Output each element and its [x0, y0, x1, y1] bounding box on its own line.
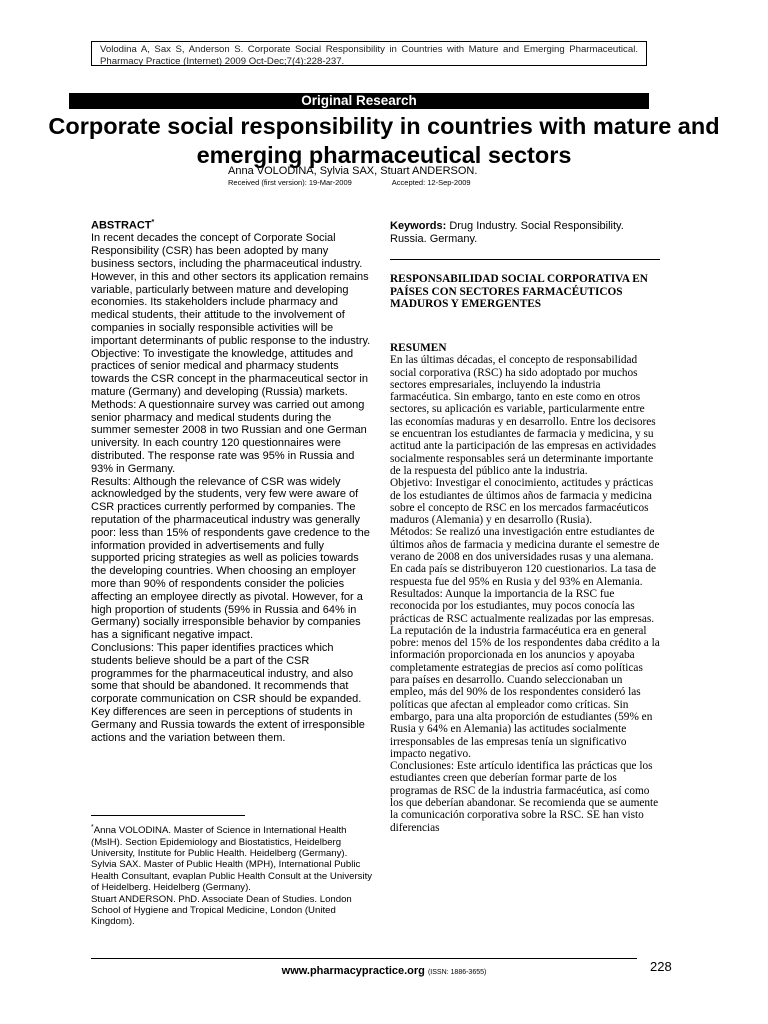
keywords-text: Drug Industry. Social Responsibility. Russia. Germany.: [390, 220, 624, 245]
footnote-author-1: *Anna VOLODINA. Master of Science in International Health (MsIH). Section Epidemiology and Biostatistics, Heidelberg University, Institute for Public Health. Heidelberg (Germany).: [91, 824, 348, 859]
footnote-divider: [91, 815, 245, 816]
citation-box: Volodina A, Sax S, Anderson S. Corporate Social Responsibility in Countries with Mature and Emerging Pharmaceutical. Pharmacy Practice (Internet) 2009 Oct-Dec;7(4):228-237.: [91, 41, 647, 66]
keywords: [390, 220, 660, 246]
keywords-block: [390, 220, 660, 246]
authors: Anna VOLODINA, Sylvia SAX, Stuart ANDERSON.: [228, 165, 478, 177]
page-number: 228: [650, 959, 672, 974]
abstract-results: Results: Although the relevance of CSR was widely acknowledged by the students, very few were aware of CSR practices currently performed by companies. The reputation of the pharmaceutical industry was generally poor: less than 15% of respondents gave credence to the information provided in advertisements and fully supported pricing strategies as well as policies towards the developing countries. When choosing an employer more than 90% of respondents consider the policies affecting an employee directly as pivotal. However, for a high proportion of students (59% in Russia and 64% in Germany) socially irresponsible behavior by companies has a significant negative impact.: [91, 475, 370, 642]
abstract-conclusions: Conclusions: This paper identifies practices which students believe should be a part of the CSR programmes for the pharmaceutical industry, and also some that should be abandoned. It recommends that corporate communication on CSR should be expanded. Key differences are seen in perceptions of students in Germany and Russia towards the extent of irresponsible actions and the variation between them.: [91, 641, 365, 744]
abstract-heading: ABSTRACT*: [91, 219, 155, 232]
keywords-divider: [390, 259, 660, 260]
accepted-date: Accepted: 12-Sep-2009: [391, 178, 471, 187]
resumen-results: Resultados: Aunque la importancia de la RSC fue reconocida por los estudiantes, muy pocos conocía las prácticas de RSC actualmente realizadas por las empresas. La reputación de la industria farmacéutica era en general pobre: menos del 15% de los respondentes daba crédito a la información proporcionada en los anuncios y apoyaba completamente estrategias de precios así como políticas para países en desarrollo. Cuando seleccionaban un empleo, más del 90% de los respondentes consideró las políticas que afectan al empleador como críticas. Sin embargo, para una alta proporción de estudiantes (59% en Rusia y 64% en Alemania) las actitudes socialmente irresponsables de las empresas tenía un significativo impacto negativo.: [390, 587, 660, 760]
footnote-author-2: Sylvia SAX. Master of Public Health (MPH), International Public Health Consultant, evaplan Public Health Consult at the University of Heidelberg. Heidelberg (Germany).: [91, 859, 373, 894]
abstract-english: [91, 217, 373, 744]
footer-divider: [91, 958, 637, 959]
footnote-author-3: Stuart ANDERSON. PhD. Associate Dean of Studies. London School of Hygiene and Tropical Medicine, London (United Kingdom).: [91, 893, 352, 928]
section-label: Original Research: [69, 93, 649, 109]
resumen-objective: Objetivo: Investigar el conocimiento, actitudes y prácticas de los estudiantes de últimos años de farmacia y medicina sobre el concepto de RSC en los mercados farmacéuticos maduros (Alemania) y en desarrollo (Rusia).: [390, 477, 654, 527]
issn: (ISSN: 1886-3655): [427, 969, 487, 976]
resumen-methods: Métodos: Se realizó una investigación entre estudiantes de últimos años de farmacia y medicina durante el semestre de verano de 2008 en dos universidades rusas y una alemana. En cada país se distribuyeron 120 cuestionarios. La tasa de respuesta fue del 95% en Rusia y del 93% en Alemania.: [390, 526, 660, 588]
keywords-label: Keywords:: [390, 220, 447, 232]
article-title: Corporate social responsibility in countries with mature and emerging pharmaceutical sectors: [48, 113, 720, 168]
website-link[interactable]: www.pharmacypractice.org: [281, 965, 425, 977]
received-date: Received (first version): 19-Mar-2009: [228, 178, 352, 187]
abstract-methods: Methods: A questionnaire survey was carried out among senior pharmacy and medical students during the summer semester 2008 in two Russian and one German university. In each country 120 questionnaires were distributed. The response rate was 95% in Russia and 93% in Germany.: [91, 398, 367, 475]
dates-line: [228, 178, 471, 187]
resumen-intro: En las últimas décadas, el concepto de responsabilidad social corporativa (RSC) ha sido adoptado por muchos sectores empresariales, incluyendo la industria farmacéutica. Sin embargo, tanto en este como en otros sectores, su aplicación es variable, particularmente entre las economías maduras y en desarrollo. Entre los decisores se encuentran los estudiantes de farmacia y medicina, y su actitud ante la participación de las empresas en actividades socialmente responsables será un determinante importante de la respuesta del público ante la industria.: [390, 354, 656, 477]
abstract-intro: In recent decades the concept of Corporate Social Responsibility (CSR) has been adopted by many business sectors, including the pharmaceutical industry. However, in this and other sectors its application remains variable, particularly between mature and developing economies. Its stakeholders include pharmacy and medical students, their attitude to the involvement of companies in socially responsible activities will be important determinants of public response to the industry.: [91, 232, 371, 347]
resumen-heading: RESUMEN: [390, 342, 447, 354]
author-footnote: [91, 822, 373, 928]
abstract-objective: Objective: To investigate the knowledge, attitudes and practices of senior medical and pharmacy students towards the CSR concept in the pharmaceutical sector in mature (Germany) and developing (Russia) markets.: [91, 347, 368, 399]
abstract-spanish: [390, 342, 660, 834]
resumen-conclusions: Conclusiones: Este artículo identifica las prácticas que los estudiantes creen que deberían formar parte de los programas de RSC de la industria farmacéutica, así como los que deberían abandonar. Se recomienda que se aumente la comunicación corporativa sobre la RSC. SE han visto diferencias: [390, 760, 659, 834]
spanish-title: RESPONSABILIDAD SOCIAL CORPORATIVA EN PAÍSES CON SECTORES FARMACÉUTICOS MADUROS Y EMERGENTES: [390, 273, 648, 311]
